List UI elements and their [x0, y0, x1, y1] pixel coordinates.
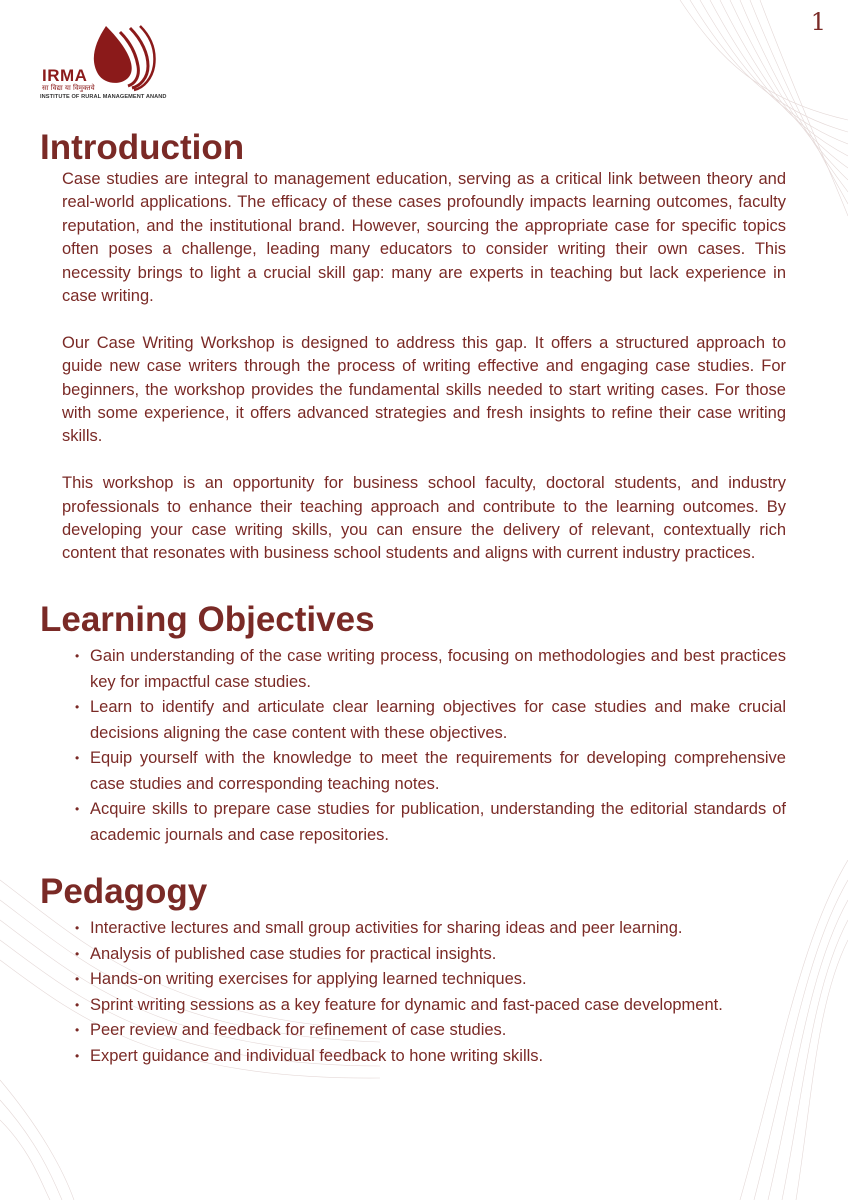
- pedagogy-heading: Pedagogy: [40, 872, 208, 911]
- learning-objectives-heading: Learning Objectives: [40, 600, 375, 639]
- list-item: • Learn to identify and articulate clear learning objectives for case studies and make crucial decisions aligning the case content with these objectives.: [90, 695, 786, 746]
- list-item: • Sprint writing sessions as a key feature for dynamic and fast-paced case development.: [90, 993, 786, 1019]
- pedagogy-list: [40, 916, 786, 1069]
- learning-objectives-section: [40, 600, 786, 848]
- introduction-paragraph-1: Case studies are integral to management education, serving as a critical link between theory and real-world applications. The efficacy of these cases profoundly impacts learning outcomes, faculty reputation, and the institutional brand. However, sourcing the appropriate case for specific topics often poses a challenge, leading many educators to consider writing their own cases. This necessity brings to light a crucial skill gap: many are experts in teaching but lack experience in case writing.: [62, 170, 786, 306]
- irma-logo: [38, 22, 167, 104]
- list-item: • Equip yourself with the knowledge to meet the requirements for developing comprehensive case studies and corresponding teaching notes.: [90, 746, 786, 797]
- page-number: 1: [810, 8, 826, 36]
- list-item: • Gain understanding of the case writing process, focusing on methodologies and best practices key for impactful case studies.: [90, 644, 786, 695]
- list-item: • Analysis of published case studies for practical insights.: [90, 942, 786, 968]
- learning-objectives-list: [40, 644, 786, 848]
- introduction-heading: Introduction: [40, 128, 245, 167]
- list-item: • Interactive lectures and small group activities for sharing ideas and peer learning.: [90, 916, 786, 942]
- introduction-paragraph-2: Our Case Writing Workshop is designed to address this gap. It offers a structured approach to guide new case writers through the process of writing effective and engaging case studies. For beginners, the workshop provides the fundamental skills needed to start writing cases. For those with some experience, it offers advanced strategies and fresh insights to refine their case writing skills.: [62, 333, 786, 446]
- introduction-paragraph-3: This workshop is an opportunity for business school faculty, doctoral students, and industry professionals to enhance their teaching approach and contribute to the learning outcomes. By developing your case writing skills, you can ensure the delivery of relevant, contextually rich content that resonates with business school students and aligns with current industry practices.: [62, 474, 786, 563]
- list-item: • Peer review and feedback for refinement of case studies.: [90, 1018, 786, 1044]
- logo-institute-name: INSTITUTE OF RURAL MANAGEMENT ANAND: [40, 94, 167, 100]
- logo-tagline: सा विद्या या विमुक्तये: [42, 84, 95, 92]
- flame-emblem-icon: [84, 22, 156, 92]
- logo-acronym: IRMA: [42, 66, 88, 85]
- pedagogy-section: [40, 872, 786, 1069]
- list-item: • Expert guidance and individual feedback to hone writing skills.: [90, 1044, 786, 1070]
- introduction-section: [40, 128, 786, 566]
- list-item: • Acquire skills to prepare case studies for publication, understanding the editorial standards of academic journals and case repositories.: [90, 797, 786, 848]
- list-item: • Hands-on writing exercises for applying learned techniques.: [90, 967, 786, 993]
